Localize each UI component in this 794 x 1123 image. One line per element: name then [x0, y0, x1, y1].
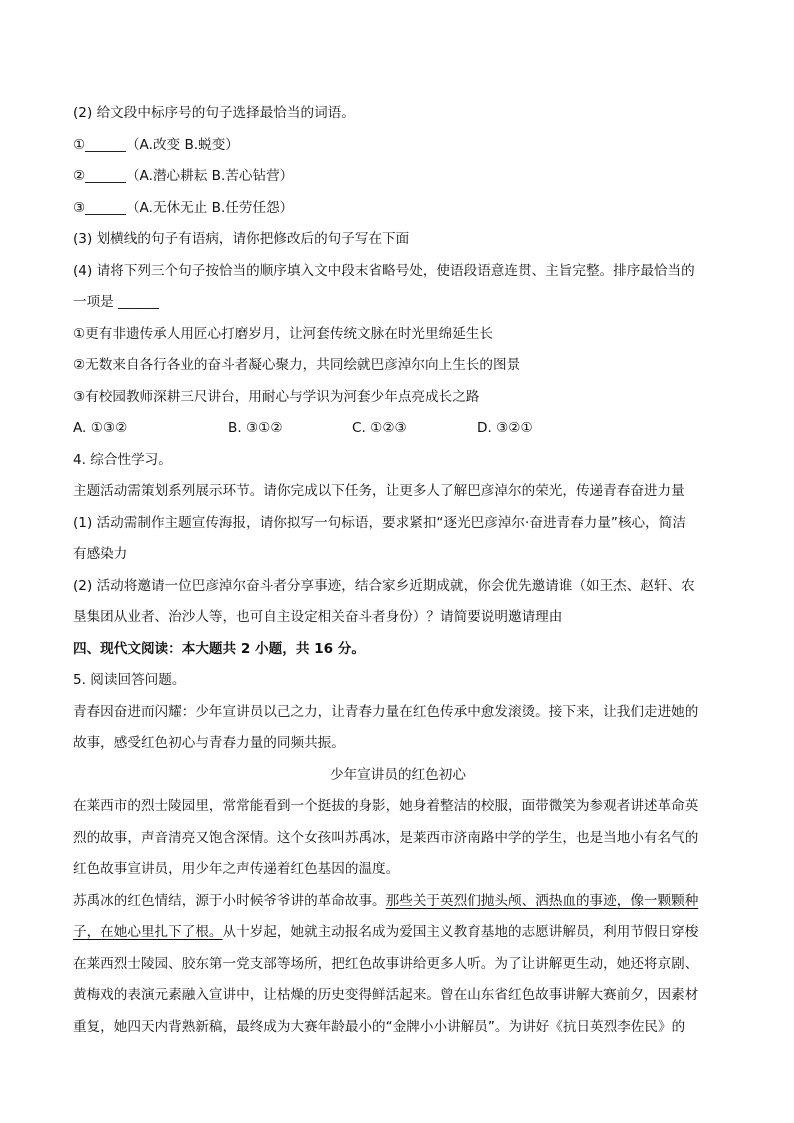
underlined-sentence: 那些关于英烈们抛头颅、洒热血的事迹，像一颗颗种	[385, 892, 699, 909]
paragraph-1-line3: 红色故事宣讲员，用少年之声传递着红色基因的温度。	[73, 861, 400, 877]
q4-sub1-line2: 有感染力	[73, 546, 128, 562]
sentence-3: ③有校园教师深耕三尺讲台，用耐心与学识为河套少年点亮成长之路	[73, 388, 480, 405]
blank-3: ③______（A.无休无止 B.任劳任怨）	[73, 199, 294, 216]
blank-1: ①______（A.改变 B.蜕变）	[73, 136, 239, 153]
paragraph-2-line3: 在莱西烈士陵园、胶东第一党支部等场所，把红色故事讲给更多人听。为了让讲解更生动，她还将京剧、	[73, 955, 699, 972]
paragraph-2-line1	[73, 886, 723, 918]
q3-sub2-title: (2) 给文段中标序号的句子选择最恰当的词语。	[73, 105, 355, 121]
blank-2: ②______（A.潜心耕耘 B.苦心钻营）	[73, 168, 294, 184]
underlined-sentence-end: 子，在她心里扎下了根。	[73, 924, 223, 940]
paragraph-2-text: 从十岁起，她就主动报名成为爱国主义教育基地的志愿讲解员，利用节假日穿梭	[222, 924, 699, 940]
paragraph-1-line2: 烈的故事，声音清亮又饱含深情。这个女孩叫苏禹冰，是莱西市济南路中学的学生，也是当地小有名气的	[73, 829, 699, 846]
paragraph-2-line2	[73, 917, 723, 949]
q5-intro-line1: 青春因奋进而闪耀：少年宣讲员以己之力，让青春力量在红色传承中愈发滚烫。接下来，让我们走进她的	[73, 703, 699, 720]
sentence-1: ①更有非遗传承人用匠心打磨岁月，让河套传统文脉在时光里绵延生长	[73, 325, 493, 342]
q5-title: 5. 阅读回答问题。	[73, 672, 186, 688]
answer-options	[73, 413, 723, 445]
article-title: 少年宣讲员的红色初心	[330, 766, 466, 783]
q4-sub1-line1: (1) 活动需制作主题宣传海报，请你拟写一句标语，要求紧扣“逐光巴彦淖尔·奋进青春力量”核心，简洁	[73, 514, 686, 531]
q4-title: 4. 综合性学习。	[73, 451, 172, 468]
paragraph-2-line5: 重复，她四天内背熟新稿，最终成为大赛年龄最小的“金牌小小讲解员”。为讲好《抗日英烈李佐民》的	[73, 1018, 686, 1035]
sentence-2: ②无数来自各行各业的奋斗者凝心聚力，共同绘就巴彦淖尔向上生长的图景	[73, 357, 521, 373]
option-b: B. ③①②	[228, 420, 283, 436]
q3-sub4-line1: (4) 请将下列三个句子按恰当的顺序填入文中段末省略号处，使语段语意连贯、主旨完整。排序最恰当的	[73, 262, 695, 279]
document-page	[73, 98, 723, 1043]
option-d: D. ③②①	[477, 420, 533, 436]
option-c: C. ①②③	[352, 420, 407, 436]
paragraph-2-text: 苏禹冰的红色情结，源于小时候爷爷讲的革命故事。	[73, 892, 386, 909]
q5-intro-line2: 故事，感受红色初心与青春力量的同频共振。	[73, 735, 345, 751]
q4-intro: 主题活动需策划系列展示环节。请你完成以下任务，让更多人了解巴彦淖尔的荣光，传递青春奋进力量	[73, 483, 685, 499]
q4-sub2-line1: (2) 活动将邀请一位巴彦淖尔奋斗者分享事迹，结合家乡近期成就，你会优先邀请谁（如王杰、赵轩、农	[73, 577, 695, 594]
q3-sub3: (3) 划横线的句子有语病，请你把修改后的句子写在下面	[73, 231, 410, 247]
paragraph-1-line1: 在莱西市的烈士陵园里，常常能看到一个挺拔的身影，她身着整洁的校服，面带微笑为参观者讲述革命英	[73, 798, 699, 814]
section-4-heading: 四、现代文阅读：本大题共 2 小题，共 16 分。	[73, 640, 365, 657]
option-a: A. ①③②	[73, 420, 128, 436]
paragraph-2-line4: 黄梅戏的表演元素融入宣讲中，让枯燥的历史变得鲜活起来。曾在山东省红色故事讲解大赛前夕，因素材	[73, 987, 699, 1003]
q3-sub4-line2: 一项是 ______	[73, 294, 159, 310]
q4-sub2-line2: 垦集团从业者、治沙人等，也可自主设定相关奋斗者身份）？请简要说明邀请理由	[73, 609, 563, 625]
